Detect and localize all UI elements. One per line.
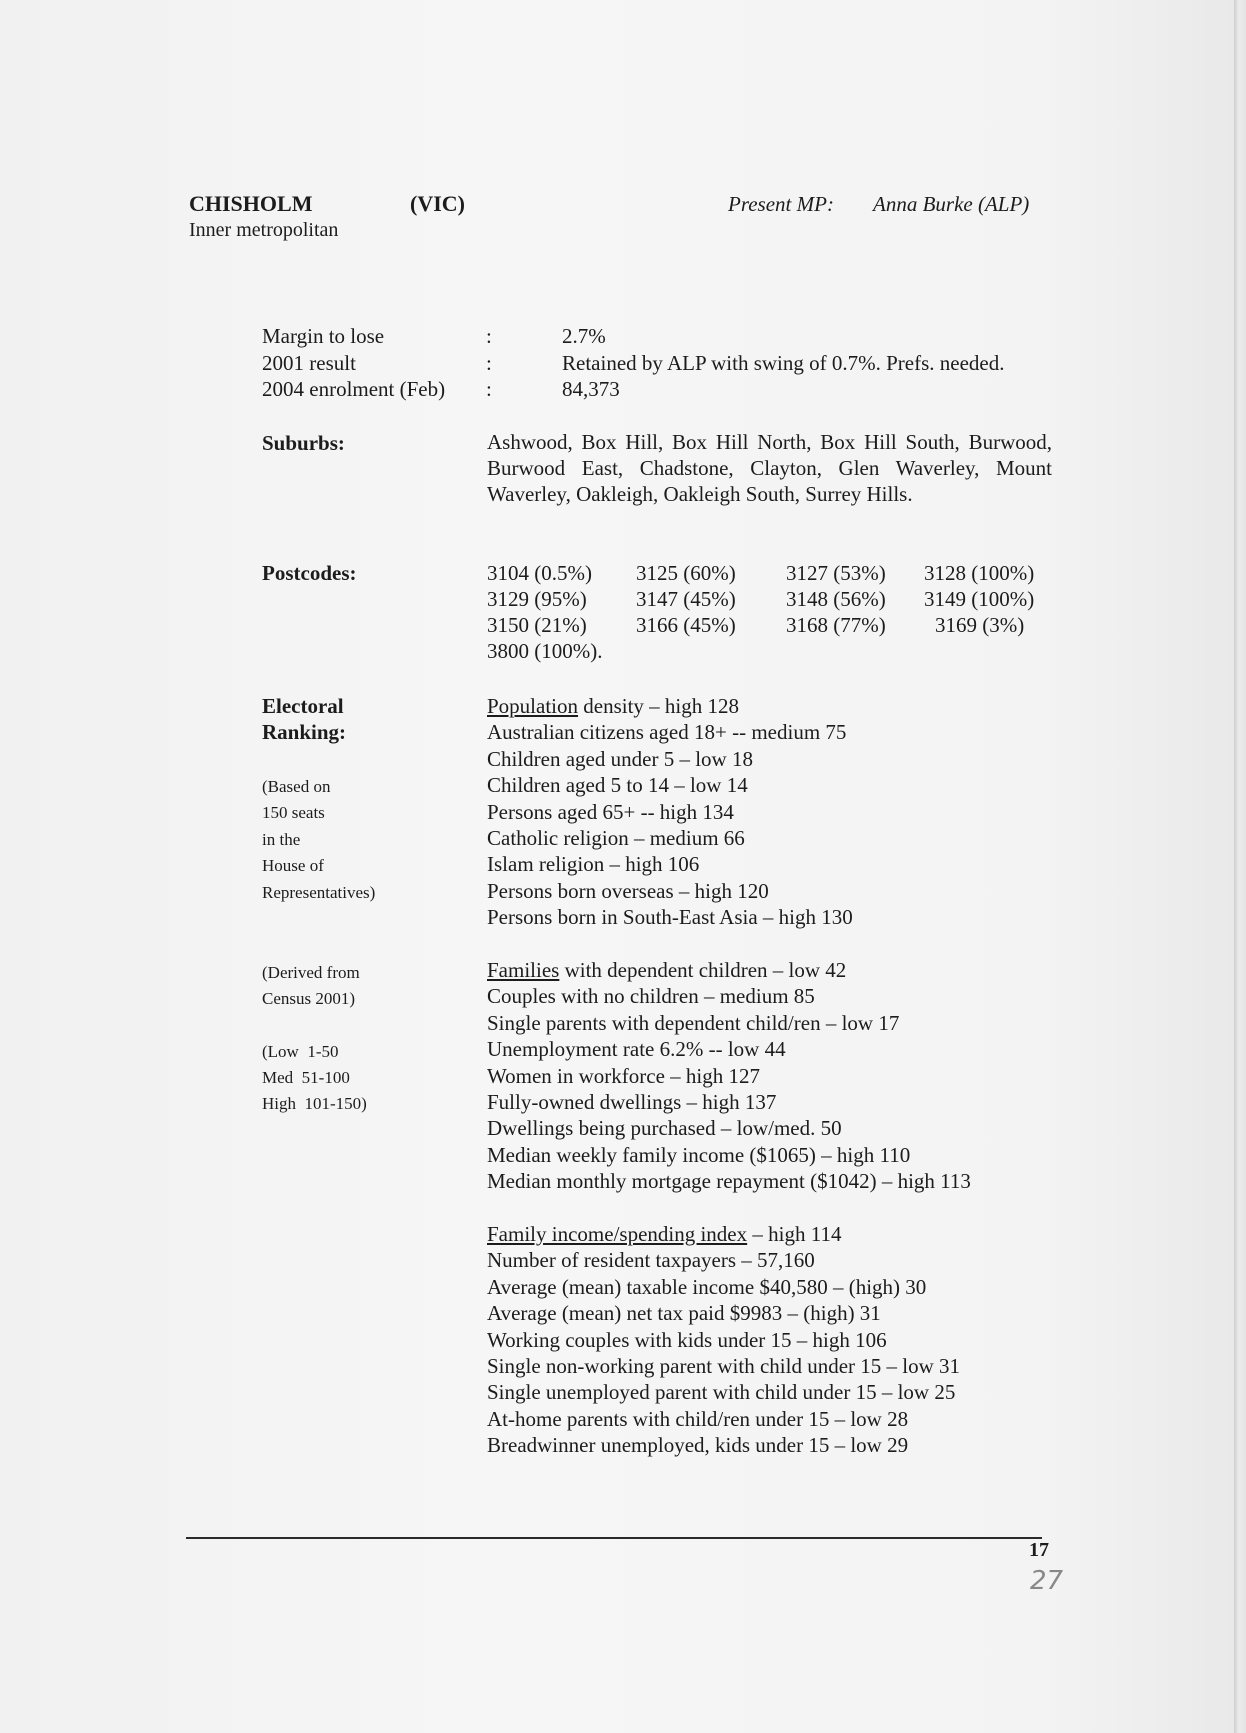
postcode-cell: 3166 (45%) xyxy=(636,613,736,637)
suburbs-label: Suburbs: xyxy=(262,431,345,455)
ranking-item xyxy=(487,825,853,851)
postcode-cell: 3169 (3%) xyxy=(935,613,1025,637)
ranking-item xyxy=(487,1115,971,1141)
ranking-note: High 101-150) xyxy=(262,1094,367,1113)
ranking-item-text: Single parents with dependent child/ren – low 17 xyxy=(487,1010,900,1035)
fact-separator: : xyxy=(486,324,492,348)
ranking-item-text: Breadwinner unemployed, kids under 15 – low 29 xyxy=(487,1433,909,1458)
ranking-item xyxy=(487,1379,960,1405)
ranking-note: House of xyxy=(262,856,324,875)
ranking-item-text: Number of resident taxpayers – 57,160 xyxy=(487,1248,815,1273)
ranking-item-text: Fully-owned dwellings – high 137 xyxy=(487,1090,777,1115)
fact-label: 2004 enrolment (Feb) xyxy=(262,377,446,401)
ranking-item-text: Persons born in South-East Asia – high 130 xyxy=(487,905,853,930)
ranking-item xyxy=(487,1010,971,1036)
ranking-item xyxy=(487,983,971,1009)
postcode-cell: 3127 (53%) xyxy=(786,561,886,585)
ranking-item-text: Couples with no children – medium 85 xyxy=(487,984,815,1009)
fact-separator: : xyxy=(486,351,492,375)
ranking-item-text: Australian citizens aged 18+ -- medium 75 xyxy=(487,720,847,745)
ranking-item-text: density – high 128 xyxy=(578,694,740,718)
ranking-item xyxy=(487,1168,971,1194)
ranking-item-text: Catholic religion – medium 66 xyxy=(487,826,745,851)
fact-value: Retained by ALP with swing of 0.7%. Prefs. needed. xyxy=(562,351,1005,375)
present-mp-label: Present MP: xyxy=(728,192,834,216)
ranking-item xyxy=(487,693,853,719)
fact-value: 84,373 xyxy=(562,377,620,401)
ranking-item xyxy=(487,1274,960,1300)
ranking-item xyxy=(487,746,853,772)
ranking-item-heading: Family income/spending index xyxy=(487,1222,748,1246)
page-edge xyxy=(1234,0,1246,1733)
ranking-label-line2: Ranking: xyxy=(262,720,347,744)
ranking-item xyxy=(487,957,971,983)
ranking-note: in the xyxy=(262,830,301,849)
postcode-cell: 3129 (95%) xyxy=(487,587,587,611)
ranking-item xyxy=(487,1247,960,1273)
postcode-cell: 3148 (56%) xyxy=(786,587,886,611)
postcode-cell: 3128 (100%) xyxy=(924,561,1035,585)
seat-classification: Inner metropolitan xyxy=(189,219,339,241)
ranking-item-text: with dependent children – low 42 xyxy=(559,958,847,982)
ranking-item-text: Children aged under 5 – low 18 xyxy=(487,746,753,771)
ranking-item xyxy=(487,1142,971,1168)
ranking-item-text: Dwellings being purchased – low/med. 50 xyxy=(487,1116,842,1141)
ranking-group-families xyxy=(487,957,971,1195)
ranking-group-population xyxy=(487,693,853,931)
ranking-item xyxy=(487,719,853,745)
ranking-item-text: At-home parents with child/ren under 15 – low 28 xyxy=(487,1406,909,1431)
suburbs-list: Ashwood, Box Hill, Box Hill North, Box Hill South, Burwood, Burwood East, Chadstone, Clayton, Glen Waverley, Mount Waverley, Oakleigh, Oakleigh South, Surrey Hills. xyxy=(487,430,1052,506)
fact-label: 2001 result xyxy=(262,351,356,375)
ranking-item-text: Unemployment rate 6.2% -- low 44 xyxy=(487,1037,786,1062)
ranking-item-heading: Families xyxy=(487,958,560,982)
ranking-label-line1: Electoral xyxy=(262,694,344,718)
ranking-note: (Low 1-50 xyxy=(262,1042,339,1061)
postcode-cell: 3800 (100%). xyxy=(487,639,603,663)
ranking-item-text: Average (mean) net tax paid $9983 – (high) 31 xyxy=(487,1301,881,1326)
postcode-cell: 3168 (77%) xyxy=(786,613,886,637)
ranking-item xyxy=(487,851,853,877)
ranking-item-text: Median monthly mortgage repayment ($1042) – high 113 xyxy=(487,1169,971,1194)
ranking-item-text: Persons aged 65+ -- high 134 xyxy=(487,799,734,824)
ranking-item-heading: Population xyxy=(487,694,579,718)
ranking-item xyxy=(487,799,853,825)
ranking-item-text: Median weekly family income ($1065) – high 110 xyxy=(487,1142,911,1167)
ranking-item-text: Working couples with kids under 15 – high 106 xyxy=(487,1327,887,1352)
ranking-item-text: Single non-working parent with child under 15 – low 31 xyxy=(487,1354,961,1379)
ranking-item-text: – high 114 xyxy=(747,1222,842,1246)
ranking-item xyxy=(487,772,853,798)
ranking-item-text: Single unemployed parent with child under 15 – low 25 xyxy=(487,1380,956,1405)
seat-name: CHISHOLM xyxy=(189,191,313,216)
ranking-item-text: Average (mean) taxable income $40,580 – (high) 30 xyxy=(487,1274,927,1299)
postcode-cell: 3104 (0.5%) xyxy=(487,561,592,585)
handwritten-page-number: 27 xyxy=(1030,1566,1064,1596)
ranking-item xyxy=(487,1063,971,1089)
fact-separator: : xyxy=(486,377,492,401)
ranking-note: 150 seats xyxy=(262,803,325,822)
ranking-item xyxy=(487,1089,971,1115)
ranking-note: (Based on xyxy=(262,777,331,796)
fact-value: 2.7% xyxy=(562,324,606,348)
postcodes-label: Postcodes: xyxy=(262,561,357,585)
footer-rule xyxy=(186,1537,1042,1539)
ranking-item xyxy=(487,1327,960,1353)
ranking-item xyxy=(487,1353,960,1379)
ranking-item-text: Persons born overseas – high 120 xyxy=(487,878,769,903)
ranking-item xyxy=(487,904,853,930)
ranking-note: Census 2001) xyxy=(262,989,356,1008)
ranking-item-text: Children aged 5 to 14 – low 14 xyxy=(487,773,748,798)
ranking-note: (Derived from xyxy=(262,963,360,982)
ranking-item xyxy=(487,1221,960,1247)
ranking-note: Med 51-100 xyxy=(262,1068,350,1087)
ranking-item xyxy=(487,1036,971,1062)
fact-label: Margin to lose xyxy=(262,324,385,348)
ranking-item xyxy=(487,1406,960,1432)
ranking-group-income xyxy=(487,1221,960,1459)
ranking-item xyxy=(487,878,853,904)
ranking-item-text: Women in workforce – high 127 xyxy=(487,1063,760,1088)
ranking-item xyxy=(487,1300,960,1326)
state-code: (VIC) xyxy=(410,191,465,216)
ranking-note: Representatives) xyxy=(262,883,376,902)
page-number: 17 xyxy=(1029,1539,1049,1561)
ranking-item-text: Islam religion – high 106 xyxy=(487,852,700,877)
ranking-item xyxy=(487,1432,960,1458)
postcode-cell: 3150 (21%) xyxy=(487,613,587,637)
present-mp-name: Anna Burke (ALP) xyxy=(873,192,1030,216)
postcode-cell: 3125 (60%) xyxy=(636,561,736,585)
postcode-cell: 3149 (100%) xyxy=(924,587,1035,611)
postcode-cell: 3147 (45%) xyxy=(636,587,736,611)
